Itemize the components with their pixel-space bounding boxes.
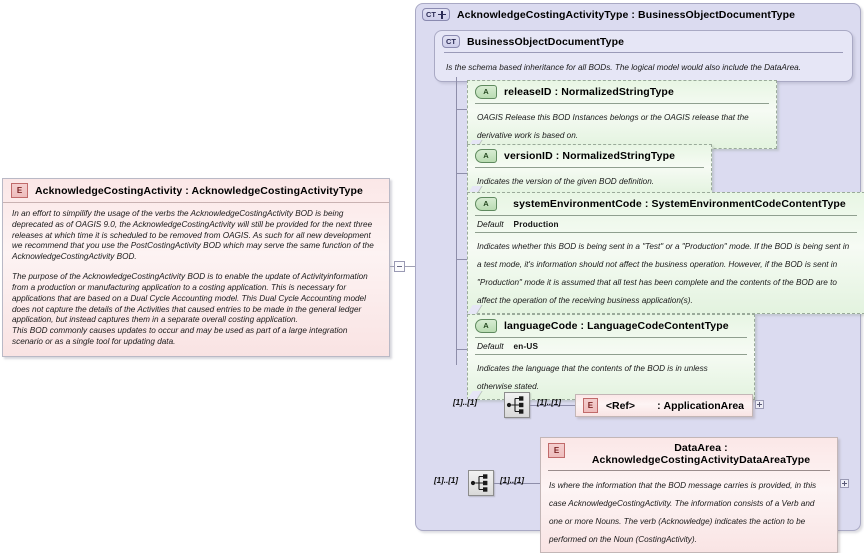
element-ref-type: : ApplicationArea: [657, 399, 744, 412]
element-header: [541, 438, 837, 470]
attribute-doc-text: Indicates the language that the contents of the BOD is in unless otherwise stated.: [477, 364, 708, 391]
attribute-box-languagecode[interactable]: [467, 314, 755, 400]
sequence-compositor-icon-dataarea[interactable]: [468, 470, 494, 496]
attribute-icon: A: [475, 85, 497, 99]
root-element-header: [3, 179, 389, 203]
attribute-tree-stub: [456, 173, 467, 174]
attribute-documentation: [468, 104, 776, 148]
attribute-doc-text: OAGIS Release this BOD Instances belongs or the OAGIS release that the derivative work is based on.: [477, 113, 749, 140]
attribute-doc-text: Indicates whether this BOD is being sent in a "Test" or a "Production" mode. If the BOD is being sent in a test mode, it's information should not affect the business operation. However, if the BOD is sent in "Production" mode it is assumed that all test has been complete and the contents of the BOD are to affect the operation of the receiving business application(s).: [477, 242, 850, 305]
attribute-icon: A: [475, 197, 497, 211]
attribute-box-systemenvironmentcode[interactable]: [467, 192, 864, 314]
attribute-tree-stub: [456, 109, 467, 110]
attribute-header: [468, 315, 754, 337]
complextype-badge-label: CT: [426, 9, 436, 19]
bod-type-title: BusinessObjectDocumentType: [467, 35, 625, 48]
root-element-doc-paragraph-3: This BOD commonly causes updates to occur and may be used as part of a large integration scenario or as a single tool for updating data.: [12, 326, 348, 347]
complextype-title: AcknowledgeCostingActivityType : BusinessObjectDocumentType: [457, 8, 796, 21]
root-collapse-toggle[interactable]: [394, 261, 405, 272]
expand-dataarea-button[interactable]: [840, 479, 849, 488]
attribute-header: [468, 145, 711, 167]
occurs-indicator-left: [1]..[1]: [453, 398, 477, 407]
root-element-doc-paragraph-2: The purpose of the AcknowledgeCostingActivity BOD is to enable the update of Activityinformation from a production or manufacturing application to a costing application. This is necessary for applications that are based on a Dual Cycle Accounting model. This Dual Cycle Accounting model does not capture the details of the Activities that caused entries to be made in the general ledger application, but instead captures them in a separate overall costing application.: [12, 272, 368, 325]
occurs-indicator-right: [1]..[1]: [537, 398, 561, 407]
bod-type-note-text: Is the schema based inheritance for all BODs. The logical model would also include the DataArea.: [446, 63, 801, 72]
attribute-doc-text: Indicates the version of the given BOD definition.: [477, 177, 655, 186]
element-header: [576, 395, 752, 416]
attribute-documentation: [468, 168, 711, 194]
element-ref-label: <Ref>: [605, 399, 636, 412]
default-value: en-US: [513, 342, 539, 351]
bod-type-box: [434, 30, 853, 412]
default-label: Default: [477, 341, 504, 351]
attribute-title: systemEnvironmentCode : SystemEnvironmentCodeContentType: [513, 198, 846, 210]
attribute-box-versionid[interactable]: [467, 144, 712, 195]
element-documentation: [541, 471, 837, 552]
attribute-header: [468, 81, 776, 103]
element-box-applicationarea[interactable]: [575, 394, 753, 417]
occurs-indicator-left-dataarea: [1]..[1]: [434, 476, 458, 485]
default-label: Default: [477, 219, 504, 229]
bod-type-header[interactable]: [435, 31, 852, 52]
attribute-title: versionID : NormalizedStringType: [504, 150, 676, 162]
bod-type-note: [444, 52, 843, 81]
occurs-indicator-right-dataarea: [1]..[1]: [500, 476, 524, 485]
attribute-box-releaseid[interactable]: [467, 80, 777, 149]
attribute-tree-stub: [456, 349, 467, 350]
complextype-icon: CT: [442, 35, 460, 48]
attribute-default-row: [468, 338, 754, 354]
sequence-compositor-icon[interactable]: [504, 392, 530, 418]
element-doc-text: Is where the information that the BOD message carries is provided, in this case AcknowledgeCostingActivity. The information consists of a Verb and one or more Nouns. The verb (Acknowledge) indicates the action to be performed on the Noun (CostingActivity).: [549, 481, 817, 544]
attribute-default-row: [468, 216, 864, 232]
complextype-container: [415, 3, 861, 544]
attribute-header: [468, 193, 864, 215]
element-icon: E: [548, 443, 565, 458]
complextype-header[interactable]: [416, 4, 860, 25]
expand-applicationarea-button[interactable]: [755, 400, 764, 409]
attribute-icon: A: [475, 149, 497, 163]
element-icon: E: [583, 398, 598, 413]
attribute-documentation: [468, 233, 864, 313]
plus-icon: [438, 11, 446, 19]
attribute-title: languageCode : LanguageCodeContentType: [504, 320, 729, 332]
complextype-expand-icon[interactable]: [422, 8, 450, 21]
root-element-title: AcknowledgeCostingActivity : AcknowledgeCostingActivityType: [35, 184, 363, 197]
element-icon: E: [11, 183, 28, 198]
element-title: DataArea : AcknowledgeCostingActivityDataAreaType: [591, 442, 811, 466]
attribute-tree-stub: [456, 259, 467, 260]
attribute-icon: A: [475, 319, 497, 333]
root-element-box[interactable]: [2, 178, 390, 357]
root-element-documentation: [3, 203, 389, 356]
default-value: Production: [513, 220, 559, 229]
root-element-doc-paragraph-1: In an effort to simpilify the usage of the verbs the AcknowledgeCostingActivity BOD is being deprecated as of OAGIS 9.0, the AcknowledgeCostingActivity will still be provided for the next three releases at which time it is scheduled to be removed from OAGIS. As such for all new development we recommend that you use the PostCostingActivity BOD which may serve the same function of the AcknowledgeCostingActivity BOD.: [12, 209, 374, 262]
attribute-tree-spine: [456, 77, 457, 365]
attribute-title: releaseID : NormalizedStringType: [504, 86, 674, 98]
